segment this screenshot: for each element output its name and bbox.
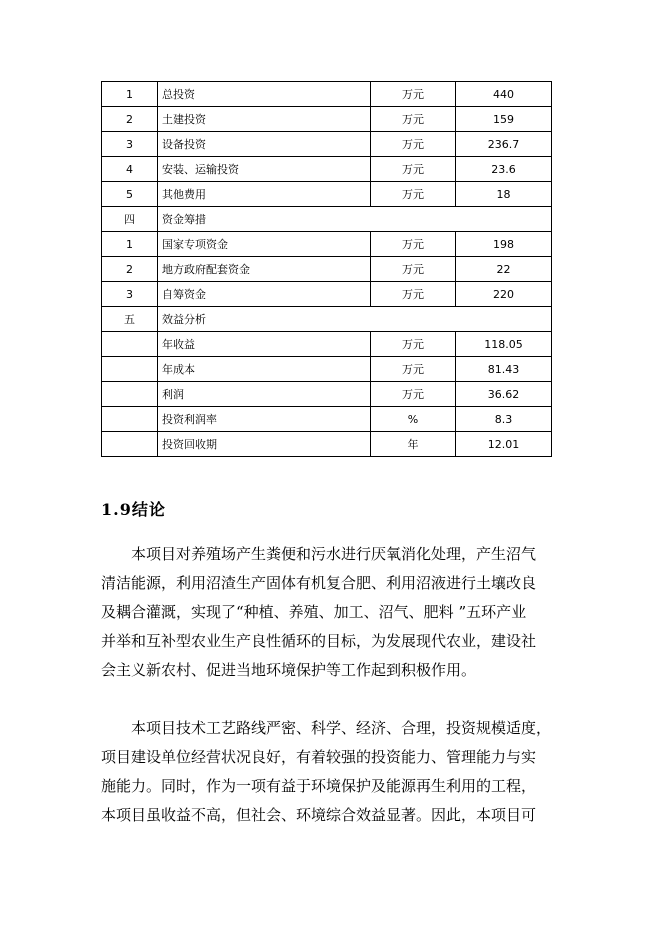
table-section-row: [102, 207, 552, 232]
row-unit: 万元: [371, 357, 456, 382]
paragraph-line: 及耦合灌溉，实现了“种植、养殖、加工、沼气、肥料 ”五环产业: [101, 603, 527, 621]
section-number: 五: [102, 307, 158, 332]
row-unit: 万元: [371, 332, 456, 357]
table-row: [102, 257, 552, 282]
paragraph-line: 会主义新农村、促进当地环境保护等工作起到积极作用。: [101, 661, 477, 679]
row-item: 自筹资金: [158, 282, 371, 307]
row-unit: 万元: [371, 132, 456, 157]
row-item: 投资回收期: [158, 432, 371, 457]
row-unit: 万元: [371, 257, 456, 282]
row-unit: 万元: [371, 82, 456, 107]
row-unit: 年: [371, 432, 456, 457]
row-item: 设备投资: [158, 132, 371, 157]
row-number: 3: [102, 132, 158, 157]
row-number: 2: [102, 257, 158, 282]
row-unit: 万元: [371, 182, 456, 207]
row-unit: 万元: [371, 382, 456, 407]
table-row: [102, 407, 552, 432]
row-item: 总投资: [158, 82, 371, 107]
paragraph-line: 项目建设单位经营状况良好，有着较强的投资能力、管理能力与实: [101, 748, 537, 766]
row-number: [102, 432, 158, 457]
conclusion-paragraph-2: [101, 714, 561, 830]
table-row: [102, 82, 552, 107]
table-row: [102, 332, 552, 357]
row-item: 国家专项资金: [158, 232, 371, 257]
row-value: 22: [456, 257, 552, 282]
table-row: [102, 232, 552, 257]
row-number: 2: [102, 107, 158, 132]
row-unit: 万元: [371, 232, 456, 257]
row-item: 地方政府配套资金: [158, 257, 371, 282]
section-heading: 1.9结论: [101, 500, 166, 519]
table-row: [102, 107, 552, 132]
row-value: 440: [456, 82, 552, 107]
row-number: [102, 407, 158, 432]
section-title: 效益分析: [158, 307, 552, 332]
row-value: 18: [456, 182, 552, 207]
row-value: 198: [456, 232, 552, 257]
row-number: [102, 357, 158, 382]
table-row: [102, 157, 552, 182]
row-item: 安装、运输投资: [158, 157, 371, 182]
paragraph-line: 本项目技术工艺路线严密、科学、经济、合理，投资规模适度，: [131, 719, 552, 737]
row-number: 1: [102, 232, 158, 257]
row-number: 1: [102, 82, 158, 107]
row-item: 年收益: [158, 332, 371, 357]
paragraph-line: 清洁能源，利用沼渣生产固体有机复合肥、利用沼液进行土壤改良: [101, 574, 537, 592]
row-item: 其他费用: [158, 182, 371, 207]
row-number: 4: [102, 157, 158, 182]
row-value: 23.6: [456, 157, 552, 182]
row-value: 8.3: [456, 407, 552, 432]
table-row: [102, 132, 552, 157]
section-number: 四: [102, 207, 158, 232]
conclusion-paragraph-1: [101, 540, 561, 685]
table-row: [102, 432, 552, 457]
row-item: 利润: [158, 382, 371, 407]
row-value: 220: [456, 282, 552, 307]
row-value: 36.62: [456, 382, 552, 407]
row-value: 159: [456, 107, 552, 132]
row-number: [102, 382, 158, 407]
table-section-row: [102, 307, 552, 332]
section-title: 资金筹措: [158, 207, 552, 232]
row-unit: 万元: [371, 157, 456, 182]
paragraph-line: 本项目对养殖场产生粪便和污水进行厌氧消化处理，产生沼气: [131, 545, 537, 563]
table-row: [102, 382, 552, 407]
row-item: 土建投资: [158, 107, 371, 132]
paragraph-line: 本项目虽收益不高，但社会、环境综合效益显著。因此，本项目可: [101, 806, 537, 824]
table-row: [102, 357, 552, 382]
row-value: 118.05: [456, 332, 552, 357]
row-value: 236.7: [456, 132, 552, 157]
paragraph-line: 施能力。同时，作为一项有益于环境保护及能源再生利用的工程，: [101, 777, 537, 795]
row-unit: 万元: [371, 282, 456, 307]
row-number: 5: [102, 182, 158, 207]
row-value: 81.43: [456, 357, 552, 382]
row-number: [102, 332, 158, 357]
table-row: [102, 282, 552, 307]
paragraph-line: 并举和互补型农业生产良性循环的目标，为发展现代农业，建设社: [101, 632, 537, 650]
table-row: [102, 182, 552, 207]
row-number: 3: [102, 282, 158, 307]
investment-table: [101, 81, 552, 457]
row-unit: 万元: [371, 107, 456, 132]
row-unit: %: [371, 407, 456, 432]
row-item: 年成本: [158, 357, 371, 382]
row-item: 投资利润率: [158, 407, 371, 432]
row-value: 12.01: [456, 432, 552, 457]
